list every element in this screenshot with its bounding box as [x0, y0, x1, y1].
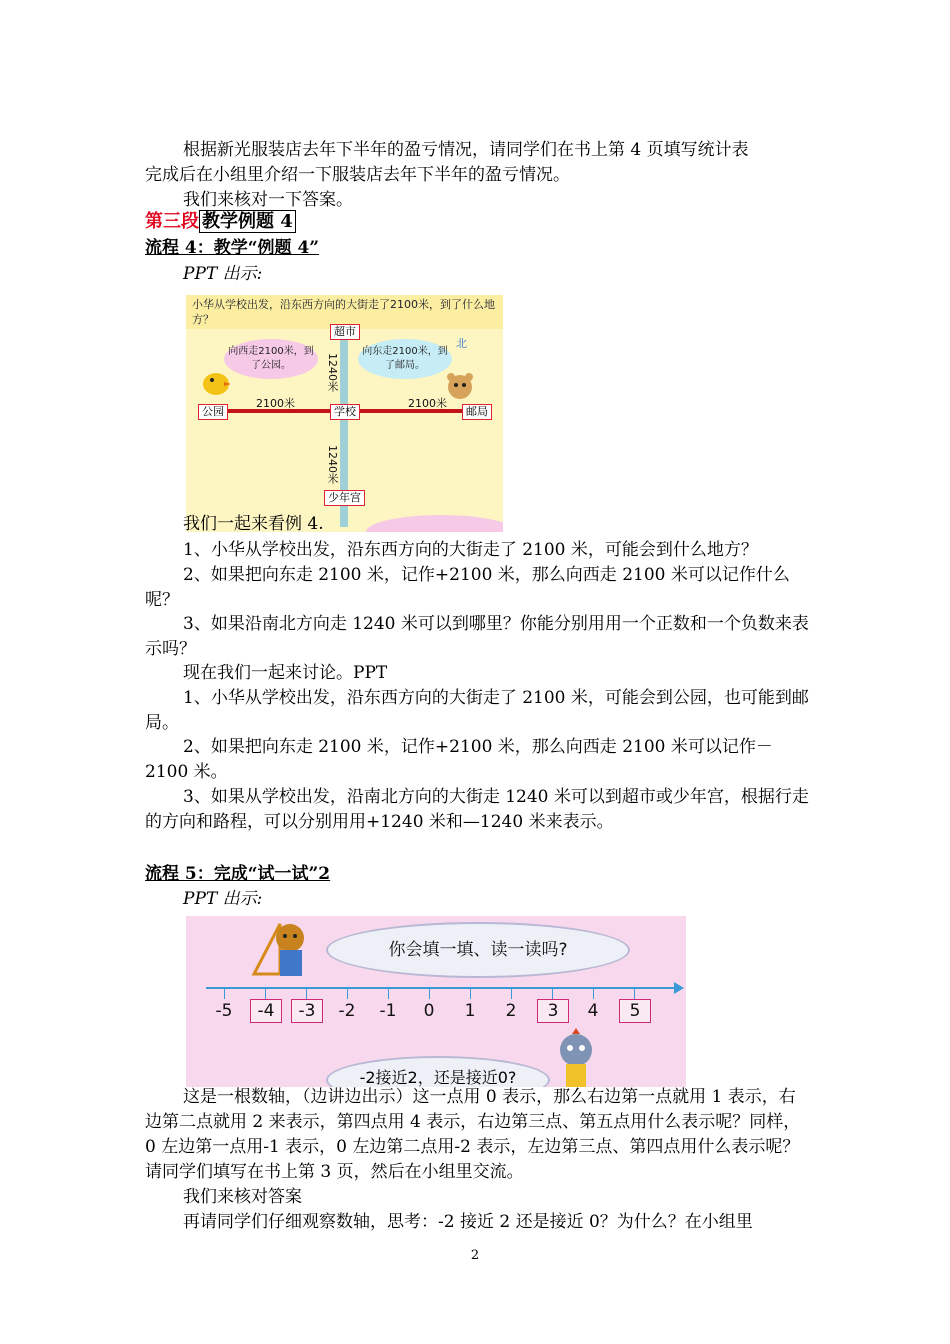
number-axis [206, 987, 676, 989]
axis-tick [347, 989, 348, 999]
page-number: 2 [470, 1248, 480, 1263]
axis-number-box: -4 [250, 999, 282, 1023]
answer-item: 1、小华从学校出发，沿东西方向的大街走了 2100 米，可能会到公园，也可能到邮局。 [145, 688, 809, 733]
axis-tick [634, 989, 635, 999]
axis-tick [306, 989, 307, 999]
ppt-label: PPT 出示: [183, 889, 263, 909]
answer-bubble: -2接近2，还是接近0? [326, 1056, 550, 1087]
axis-tick [593, 989, 594, 999]
question-item: 3、如果沿南北方向走 1240 米可以到哪里？你能分别用用一个正数和一个负数来表示吗？ [145, 614, 809, 659]
section-heading [145, 210, 296, 234]
dog-teacher-icon [250, 918, 320, 978]
axis-tick [470, 989, 471, 999]
label-park: 公园 [198, 404, 228, 420]
number-line-illustration [186, 916, 686, 1087]
distance-east: 2100米 [408, 397, 447, 410]
distance-west: 2100米 [256, 397, 295, 410]
chick-icon [200, 367, 232, 397]
label-supermarket: 超市 [330, 324, 360, 340]
raccoon-icon [546, 1026, 606, 1087]
label-youth-palace: 少年宫 [324, 490, 365, 506]
paragraph-line: 我们来核对答案 [183, 1187, 302, 1207]
axis-tick [265, 989, 266, 999]
axis-tick [224, 989, 225, 999]
bear-icon [444, 371, 476, 401]
paragraph-line: 现在我们一起来讨论。PPT [183, 663, 388, 683]
map-illustration [186, 295, 503, 532]
flow-heading-5: 流程 5：完成“试一试”2 [145, 864, 331, 884]
axis-number-label: -1 [379, 1001, 397, 1021]
label-post-office: 邮局 [462, 404, 492, 420]
question-item: 2、如果把向东走 2100 米，记作+2100 米，那么向西走 2100 米可以记作什么呢？ [145, 565, 790, 610]
speech-bubble-east: 向东走2100米，到了邮局。 [358, 339, 452, 379]
map-question: 小华从学校出发，沿东西方向的大街走了2100米，到了什么地方？ [186, 295, 503, 329]
label-school: 学校 [330, 404, 360, 420]
axis-tick [388, 989, 389, 999]
paragraph-line: 再请同学们仔细观察数轴，思考：-2 接近 2 还是接近 0？为什么？在小组里 [183, 1212, 753, 1232]
axis-number-box: 3 [537, 999, 569, 1023]
axis-tick [552, 989, 553, 999]
axis-number-label: 2 [505, 1001, 517, 1021]
axis-number-label: -2 [338, 1001, 356, 1021]
axis-number-label: 0 [423, 1001, 435, 1021]
flow-heading-4: 流程 4：教学“例题 4” [145, 238, 320, 258]
axis-number-box: 5 [619, 999, 651, 1023]
axis-tick [429, 989, 430, 999]
north-indicator: 北 [456, 337, 467, 350]
answer-item: 3、如果从学校出发，沿南北方向的大街走 1240 米可以到超市或少年宫，根据行走的方向和路程，可以分别用用+1240 米和—1240 米来表示。 [145, 787, 809, 832]
section-title: 教学例题 4 [199, 210, 296, 233]
answer-item: 2、如果把向东走 2100 米，记作+2100 米，那么向西走 2100 米可以记作－2100 米。 [145, 737, 773, 782]
speech-bubble-west: 向西走2100米，到了公园。 [224, 339, 318, 379]
axis-number-label: -5 [215, 1001, 233, 1021]
paragraph: 这是一根数轴，（边讲边出示）这一点用 0 表示，那么右边第一点就用 1 表示，右边第二点就用 2 来表示，第四点用 4 表示，右边第三点、第五点用什么表示呢？同样，0 左边第一点用-1 表示，0 左边第二点用-2 表示，左边第三点、第四点用什么表示呢？请同学们填写在书上第 3 页，然后在小组里交流。 [145, 1087, 801, 1182]
ppt-label: PPT 出示: [183, 264, 263, 284]
axis-number-label: 4 [587, 1001, 599, 1021]
paragraph-line: 根据新光服装店去年下半年的盈亏情况，请同学们在书上第 4 页填写统计表 [183, 140, 749, 160]
axis-number-box: -3 [291, 999, 323, 1023]
distance-south: 1240米 [326, 445, 339, 484]
question-bubble: 你会填一填、读一读吗? [326, 922, 630, 978]
section-label: 第三段 [145, 211, 199, 232]
question-item: 1、小华从学校出发，沿东西方向的大街走了 2100 米，可能会到什么地方？ [183, 540, 758, 560]
axis-number-label: 1 [464, 1001, 476, 1021]
paragraph-line: 我们一起来看例 4. [183, 514, 324, 534]
paragraph-line: 完成后在小组里介绍一下服装店去年下半年的盈亏情况。 [145, 165, 570, 185]
axis-tick [511, 989, 512, 999]
axis-arrow-icon [674, 982, 684, 994]
paragraph-line: 我们来核对一下答案。 [183, 190, 353, 210]
distance-north: 1240米 [326, 353, 339, 392]
